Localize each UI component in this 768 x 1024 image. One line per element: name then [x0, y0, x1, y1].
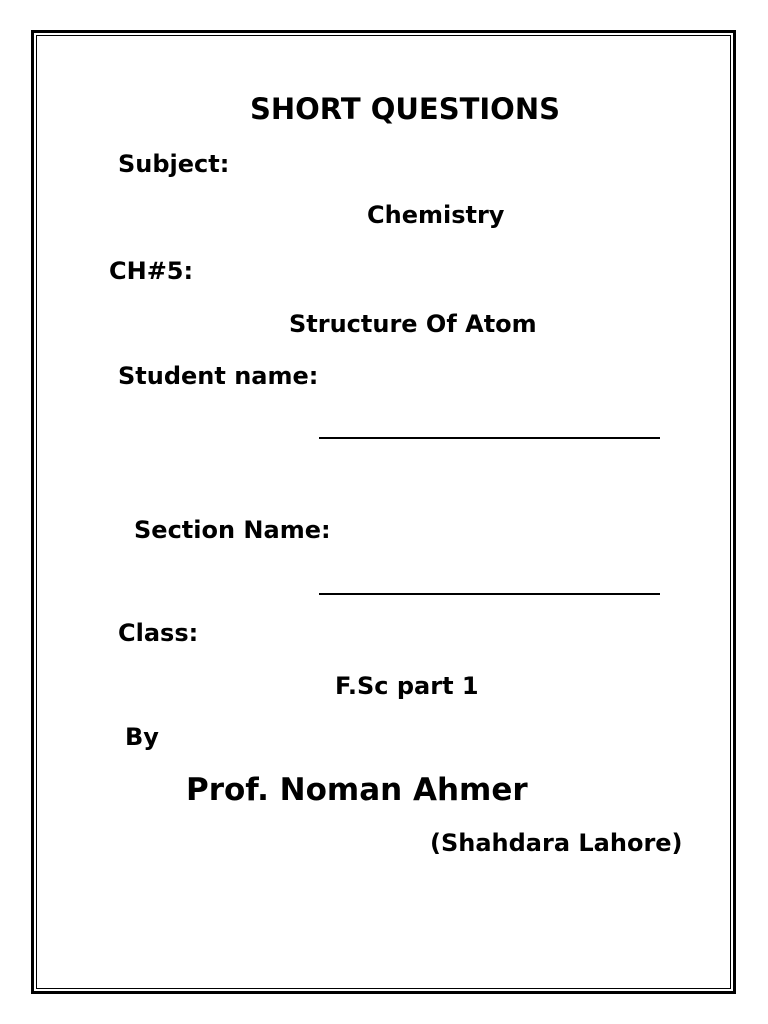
author-location: (Shahdara Lahore) [430, 829, 683, 857]
subject-label: Subject: [118, 150, 230, 178]
author-name: Prof. Noman Ahmer [186, 772, 528, 808]
chapter-value: Structure Of Atom [289, 310, 537, 338]
section-name-blank-line[interactable] [319, 593, 660, 595]
class-label: Class: [118, 619, 199, 647]
class-value: F.Sc part 1 [335, 672, 479, 700]
student-name-label: Student name: [118, 362, 319, 390]
by-label: By [125, 723, 159, 751]
page-title: SHORT QUESTIONS [250, 92, 560, 126]
subject-value: Chemistry [367, 201, 505, 229]
chapter-label: CH#5: [109, 257, 194, 285]
section-name-label: Section Name: [134, 516, 331, 544]
student-name-blank-line[interactable] [319, 437, 660, 439]
